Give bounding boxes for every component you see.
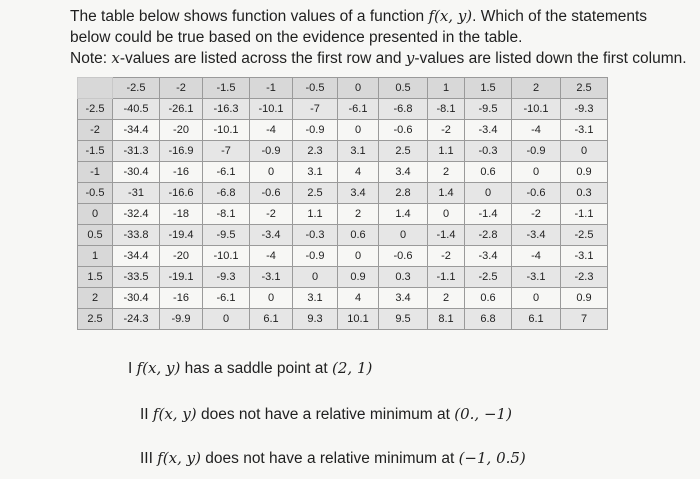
x-header-cell: -1 — [250, 78, 293, 99]
table-row — [78, 183, 608, 204]
value-cell: 1.1 — [428, 141, 465, 162]
value-cell: 0 — [250, 162, 293, 183]
question-line-1 — [70, 6, 690, 27]
statement-1 — [128, 358, 372, 379]
value-cell: -9.3 — [561, 99, 608, 120]
value-cell: -33.5 — [113, 267, 160, 288]
value-cell: -3.1 — [250, 267, 293, 288]
statement-3-text: does not have a relative minimum at — [200, 450, 459, 467]
statement-2-text: does not have a relative minimum at — [196, 406, 455, 423]
value-cell: 6.8 — [465, 309, 512, 330]
value-cell: -20 — [160, 120, 203, 141]
statement-3-point: (−1, 0.5) — [458, 449, 526, 467]
value-cell: -34.4 — [113, 120, 160, 141]
statement-3-label: III — [140, 450, 158, 467]
value-cell: -10.1 — [512, 99, 561, 120]
y-header-cell: 0 — [78, 204, 113, 225]
value-cell: 0.6 — [465, 162, 512, 183]
value-cell: 6.1 — [512, 309, 561, 330]
table-row — [78, 99, 608, 120]
value-cell: -16 — [160, 288, 203, 309]
value-cell: 0.6 — [465, 288, 512, 309]
value-cell: -7 — [293, 99, 338, 120]
y-header-cell: -2 — [78, 120, 113, 141]
value-cell: -31 — [113, 183, 160, 204]
value-cell: -3.4 — [250, 225, 293, 246]
value-cell: 0 — [428, 204, 465, 225]
value-cell: -6.1 — [203, 288, 250, 309]
value-cell: 0 — [379, 225, 428, 246]
x-header-cell: 2.5 — [561, 78, 608, 99]
value-cell: 0.9 — [561, 162, 608, 183]
table-row — [78, 267, 608, 288]
statement-3-function: f(x, y) — [157, 449, 201, 467]
x-header-cell: 1 — [428, 78, 465, 99]
value-cell: -1.1 — [428, 267, 465, 288]
table-row — [78, 288, 608, 309]
function-values-table — [77, 77, 608, 330]
value-cell: -6.1 — [203, 162, 250, 183]
note-middle-text: -values are listed across the first row and — [119, 50, 406, 67]
value-cell: -0.9 — [250, 141, 293, 162]
value-cell: 0 — [465, 183, 512, 204]
value-cell: -0.9 — [512, 141, 561, 162]
value-cell: 0.3 — [561, 183, 608, 204]
x-header-cell: 1.5 — [465, 78, 512, 99]
value-cell: 9.3 — [293, 309, 338, 330]
statement-1-point: (2, 1) — [332, 359, 373, 377]
statement-2-point: (0., −1) — [454, 405, 512, 423]
value-cell: -2.8 — [465, 225, 512, 246]
value-cell: -40.5 — [113, 99, 160, 120]
value-cell: 2 — [428, 162, 465, 183]
value-cell: 6.1 — [250, 309, 293, 330]
y-header-cell: -1 — [78, 162, 113, 183]
note-line — [70, 48, 690, 69]
value-cell: -9.3 — [203, 267, 250, 288]
value-cell: -3.4 — [512, 225, 561, 246]
statement-1-label: I — [128, 360, 137, 377]
value-cell: 0 — [293, 267, 338, 288]
value-cell: -0.6 — [379, 246, 428, 267]
value-cell: -2 — [250, 204, 293, 225]
value-cell: 3.4 — [379, 162, 428, 183]
value-cell: -19.4 — [160, 225, 203, 246]
value-cell: -16.6 — [160, 183, 203, 204]
value-cell: -0.3 — [465, 141, 512, 162]
value-cell: 3.4 — [379, 288, 428, 309]
value-cell: -3.4 — [465, 246, 512, 267]
value-cell: -2.3 — [561, 267, 608, 288]
value-cell: -7 — [203, 141, 250, 162]
value-cell: 3.1 — [293, 288, 338, 309]
value-cell: -3.1 — [512, 267, 561, 288]
table-corner-cell — [78, 78, 113, 99]
value-cell: -4 — [512, 120, 561, 141]
value-cell: -0.6 — [250, 183, 293, 204]
value-cell: -2.5 — [465, 267, 512, 288]
value-cell: 1.4 — [379, 204, 428, 225]
question-line-1-text: The table below shows function values of a function — [70, 8, 429, 25]
table-row — [78, 225, 608, 246]
value-cell: 2.8 — [379, 183, 428, 204]
value-cell: 0 — [338, 120, 379, 141]
value-cell: 0.3 — [379, 267, 428, 288]
y-header-cell: 1.5 — [78, 267, 113, 288]
y-header-cell: 2 — [78, 288, 113, 309]
value-cell: -2 — [428, 120, 465, 141]
table-row — [78, 246, 608, 267]
value-cell: -0.6 — [379, 120, 428, 141]
value-cell: -16.3 — [203, 99, 250, 120]
value-cell: -16.9 — [160, 141, 203, 162]
question-text — [70, 6, 690, 69]
value-cell: 10.1 — [338, 309, 379, 330]
value-cell: -4 — [250, 120, 293, 141]
value-cell: 4 — [338, 288, 379, 309]
value-cell: -2 — [512, 204, 561, 225]
value-cell: -20 — [160, 246, 203, 267]
header-row — [78, 78, 608, 99]
value-cell: 0 — [338, 246, 379, 267]
value-cell: 2 — [428, 288, 465, 309]
value-cell: -9.9 — [160, 309, 203, 330]
statement-1-function: f(x, y) — [136, 359, 181, 377]
y-header-cell: -1.5 — [78, 141, 113, 162]
value-cell: 0 — [512, 162, 561, 183]
function-symbol: f(x, y) — [428, 7, 473, 25]
value-cell: -3.1 — [561, 246, 608, 267]
value-cell: 1.4 — [428, 183, 465, 204]
value-cell: -4 — [250, 246, 293, 267]
value-cell: -18 — [160, 204, 203, 225]
statement-3 — [140, 448, 526, 469]
value-cell: -8.1 — [203, 204, 250, 225]
value-cell: -9.5 — [203, 225, 250, 246]
question-line-2: below could be true based on the evidence presented in the table. — [70, 29, 523, 46]
value-cell: -10.1 — [203, 120, 250, 141]
value-cell: 0 — [512, 288, 561, 309]
value-cell: -2 — [428, 246, 465, 267]
x-header-cell: -0.5 — [293, 78, 338, 99]
value-cell: 8.1 — [428, 309, 465, 330]
value-cell: 3.1 — [293, 162, 338, 183]
y-header-cell: 2.5 — [78, 309, 113, 330]
value-cell: 0.9 — [338, 267, 379, 288]
value-cell: -10.1 — [203, 246, 250, 267]
value-cell: 3.4 — [338, 183, 379, 204]
table-row — [78, 204, 608, 225]
value-cell: -24.3 — [113, 309, 160, 330]
value-cell: 1.1 — [293, 204, 338, 225]
value-cell: 0 — [250, 288, 293, 309]
note-y-symbol: y — [405, 49, 415, 67]
value-cell: 4 — [338, 162, 379, 183]
value-cell: -1.4 — [428, 225, 465, 246]
note-tail-text: -values are listed down the first column. — [414, 50, 687, 67]
value-cell: -10.1 — [250, 99, 293, 120]
value-cell: -1.4 — [465, 204, 512, 225]
value-cell: -6.8 — [379, 99, 428, 120]
value-cell: -33.8 — [113, 225, 160, 246]
value-cell: -8.1 — [428, 99, 465, 120]
value-cell: 2.5 — [379, 141, 428, 162]
value-cell: -6.8 — [203, 183, 250, 204]
value-cell: 2.3 — [293, 141, 338, 162]
statement-2-function: f(x, y) — [152, 405, 197, 423]
value-cell: -9.5 — [465, 99, 512, 120]
value-cell: 0.9 — [561, 288, 608, 309]
value-cell: -0.3 — [293, 225, 338, 246]
statement-2 — [140, 404, 512, 425]
x-header-cell: 0.5 — [379, 78, 428, 99]
value-cell: -3.4 — [465, 120, 512, 141]
value-cell: 0 — [561, 141, 608, 162]
statement-2-label: II — [140, 406, 153, 423]
value-cell: -34.4 — [113, 246, 160, 267]
value-cell: -32.4 — [113, 204, 160, 225]
note-label: Note: — [70, 50, 112, 67]
value-cell: -4 — [512, 246, 561, 267]
value-cell: -1.1 — [561, 204, 608, 225]
value-cell: 3.1 — [338, 141, 379, 162]
x-header-cell: -1.5 — [203, 78, 250, 99]
note-x-symbol: x — [111, 49, 120, 67]
value-cell: 0 — [203, 309, 250, 330]
value-cell: 2 — [338, 204, 379, 225]
question-line-1-tail: . Which of the statements — [472, 8, 648, 25]
value-cell: -19.1 — [160, 267, 203, 288]
value-cell: -31.3 — [113, 141, 160, 162]
value-cell: 0.6 — [338, 225, 379, 246]
value-cell: -0.9 — [293, 120, 338, 141]
value-cell: 2.5 — [293, 183, 338, 204]
y-header-cell: 0.5 — [78, 225, 113, 246]
statement-1-text: has a saddle point at — [180, 360, 333, 377]
value-cell: -0.6 — [512, 183, 561, 204]
value-cell: -26.1 — [160, 99, 203, 120]
table-row — [78, 141, 608, 162]
table-row — [78, 120, 608, 141]
table-row — [78, 309, 608, 330]
value-cell: 9.5 — [379, 309, 428, 330]
y-header-cell: 1 — [78, 246, 113, 267]
value-cell: -30.4 — [113, 288, 160, 309]
value-cell: -0.9 — [293, 246, 338, 267]
value-cell: -30.4 — [113, 162, 160, 183]
x-header-cell: 2 — [512, 78, 561, 99]
table-row — [78, 162, 608, 183]
value-cell: -6.1 — [338, 99, 379, 120]
x-header-cell: 0 — [338, 78, 379, 99]
value-cell: -2.5 — [561, 225, 608, 246]
x-header-cell: -2 — [160, 78, 203, 99]
value-cell: 7 — [561, 309, 608, 330]
x-header-cell: -2.5 — [113, 78, 160, 99]
y-header-cell: -2.5 — [78, 99, 113, 120]
value-cell: -16 — [160, 162, 203, 183]
value-cell: -3.1 — [561, 120, 608, 141]
y-header-cell: -0.5 — [78, 183, 113, 204]
